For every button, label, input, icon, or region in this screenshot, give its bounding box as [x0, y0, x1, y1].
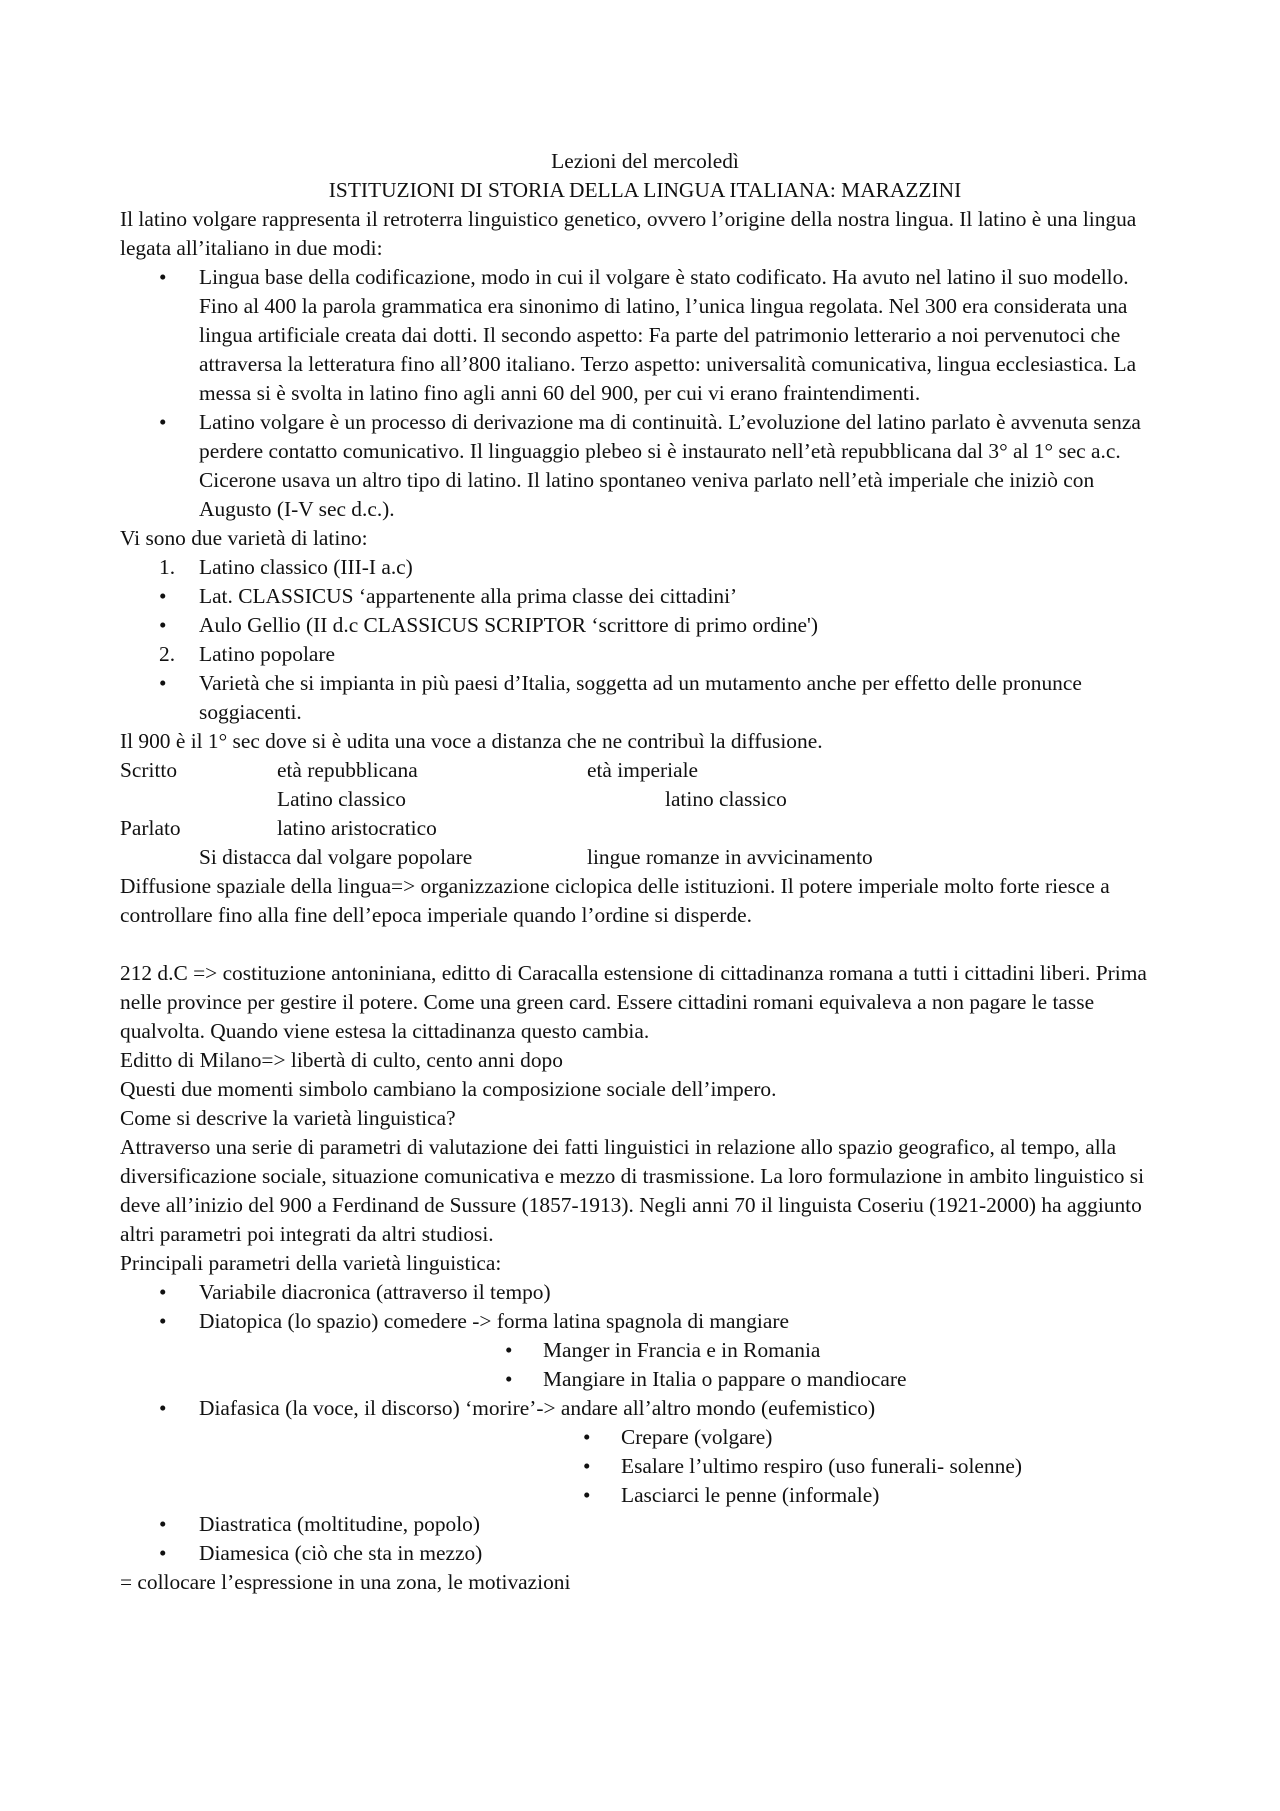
- list-item-text: Latino classico (III-I a.c): [199, 555, 413, 579]
- list-item: [120, 640, 1170, 669]
- list-item-text: Esalare l’ultimo respiro (uso funerali- solenne): [621, 1454, 1022, 1478]
- list-item-text: Lat. CLASSICUS ‘appartenente alla prima classe dei cittadini’: [199, 584, 738, 608]
- list-item: [120, 1394, 1170, 1423]
- list-item-text: Diatopica (lo spazio) comedere -> forma latina spagnola di mangiare: [199, 1309, 789, 1333]
- bullet-icon: •: [505, 1367, 513, 1391]
- bullet-icon: •: [159, 1280, 167, 1304]
- course-title: ISTITUZIONI DI STORIA DELLA LINGUA ITALIANA: MARAZZINI: [328, 178, 962, 202]
- bullet-icon: •: [159, 671, 167, 695]
- blank-line: [120, 930, 1170, 959]
- list-item-text: Lasciarci le penne (informale): [621, 1483, 880, 1507]
- bullet-icon: •: [159, 613, 167, 637]
- bullet-icon: •: [159, 584, 167, 608]
- list-item-text: Variabile diacronica (attraverso il tempo): [199, 1280, 551, 1304]
- list-item: [120, 263, 1170, 408]
- table-cell: Parlato: [120, 816, 181, 840]
- list-item-text: Latino volgare è un processo di derivazione ma di continuità. L’evoluzione del latino parlato è avvenuta senza perdere contatto comunicativo. Il linguaggio plebeo si è instaurato nell’età repubblicana dal 3° al 1° sec a.c. Cicerone usava un altro tipo di latino. Il latino spontaneo veniva parlato nell’età imperiale che iniziò con Augusto (I-V sec d.c.).: [199, 410, 1141, 521]
- table-cell: Scritto: [120, 758, 178, 782]
- bullet-icon: •: [159, 1396, 167, 1420]
- list-item: [120, 1307, 1170, 1336]
- table-row: [120, 785, 1170, 814]
- list-item: [120, 582, 1170, 611]
- constitution-paragraph: 212 d.C => costituzione antoniniana, editto di Caracalla estensione di cittadinanza romana a tutti i cittadini liberi. Prima nelle province per gestire il potere. Come una green card. Essere cittadini romani equivaleva a non pagare le tasse qualvolta. Quando viene estesa la cittadinanza questo cambia.: [120, 961, 1147, 1043]
- list-item: [120, 553, 1170, 582]
- table-cell: età imperiale: [587, 758, 699, 782]
- bullet-icon: •: [583, 1454, 591, 1478]
- list-item-text: Diafasica (la voce, il discorso) ‘morire’-> andare all’altro mondo (eufemistico): [199, 1396, 876, 1420]
- latin-table: [120, 756, 1170, 872]
- list-item: [120, 1423, 1170, 1452]
- bullet-icon: •: [159, 1512, 167, 1536]
- table-row: [120, 756, 1170, 785]
- list-item-text: Diamesica (ciò che sta in mezzo): [199, 1541, 483, 1565]
- bullet-icon: •: [159, 1309, 167, 1333]
- list-item-text: Varietà che si impianta in più paesi d’Italia, soggetta ad un mutamento anche per effetto delle pronunce soggiacenti.: [199, 671, 1082, 724]
- varieties-intro: Vi sono due varietà di latino:: [120, 526, 368, 550]
- page-title: Lezioni del mercoledì: [551, 149, 739, 173]
- bullet-icon: •: [583, 1483, 591, 1507]
- table-cell: lingue romanze in avvicinamento: [587, 845, 873, 869]
- bullet-icon: •: [159, 265, 167, 289]
- list-item-text: Latino popolare: [199, 642, 336, 666]
- conclusion-line: = collocare l’espressione in una zona, le motivazioni: [120, 1570, 571, 1594]
- milano-line: Editto di Milano=> libertà di culto, cento anni dopo: [120, 1048, 563, 1072]
- list-item-text: Crepare (volgare): [621, 1425, 773, 1449]
- list-item: [120, 1278, 1170, 1307]
- list-item: [120, 1336, 1170, 1365]
- moments-line: Questi due momenti simbolo cambiano la composizione sociale dell’impero.: [120, 1077, 777, 1101]
- list-item-text: Mangiare in Italia o pappare o mandiocare: [543, 1367, 907, 1391]
- list-item-text: Diastratica (moltitudine, popolo): [199, 1512, 480, 1536]
- answer-paragraph: Attraverso una serie di parametri di valutazione dei fatti linguistici in relazione allo spazio geografico, al tempo, alla diversificazione sociale, situazione comunicativa e mezzo di trasmissione. La loro formulazione in ambito linguistico si deve all’inizio del 900 a Ferdinand de Sussure (1857-1913). Negli anni 70 il linguista Coseriu (1921-2000) ha aggiunto altri parametri poi integrati da altri studiosi.: [120, 1135, 1145, 1246]
- table-cell: età repubblicana: [277, 758, 418, 782]
- intro-paragraph: Il latino volgare rappresenta il retroterra linguistico genetico, ovvero l’origine della nostra lingua. Il latino è una lingua legata all’italiano in due modi:: [120, 207, 1137, 260]
- bullet-icon: •: [505, 1338, 513, 1362]
- list-item: [120, 669, 1170, 727]
- bullet-icon: •: [159, 410, 167, 434]
- voice-line: Il 900 è il 1° sec dove si è udita una voce a distanza che ne contribuì la diffusione.: [120, 729, 823, 753]
- list-item: [120, 611, 1170, 640]
- bullet-icon: •: [583, 1425, 591, 1449]
- table-cell: Si distacca dal volgare popolare: [199, 845, 473, 869]
- diffusion-paragraph: Diffusione spaziale della lingua=> organizzazione ciclopica delle istituzioni. Il potere imperiale molto forte riesce a controllare fino alla fine dell’epoca imperiale quando l’ordine si disperde.: [120, 874, 1110, 927]
- table-cell: Latino classico: [277, 787, 406, 811]
- list-item-text: Lingua base della codificazione, modo in cui il volgare è stato codificato. Ha avuto nel latino il suo modello. Fino al 400 la parola grammatica era sinonimo di latino, l’unica lingua regolata. Nel 300 era considerata una lingua artificiale creata dai dotti. Il secondo aspetto: Fa parte del patrimonio letterario a noi pervenutoci che attraversa la letteratura fino all’800 italiano. Terzo aspetto: universalità comunicativa, lingua ecclesiastica. La messa si è svolta in latino fino agli anni 60 del 900, per cui vi erano fraintendimenti.: [199, 265, 1137, 405]
- list-item-text: Aulo Gellio (II d.c CLASSICUS SCRIPTOR ‘scrittore di primo ordine'): [199, 613, 819, 637]
- list-item-text: Manger in Francia e in Romania: [543, 1338, 821, 1362]
- list-marker: 2.: [159, 642, 176, 666]
- question-line: Come si descrive la varietà linguistica?: [120, 1106, 456, 1130]
- list-item: [120, 1365, 1170, 1394]
- bullet-icon: •: [159, 1541, 167, 1565]
- list-item: [120, 1452, 1170, 1481]
- table-row: [120, 843, 1170, 872]
- list-item: [120, 1539, 1170, 1568]
- table-cell: latino classico: [665, 787, 787, 811]
- list-marker: 1.: [159, 555, 176, 579]
- table-cell: latino aristocratico: [277, 816, 437, 840]
- list-item: [120, 1481, 1170, 1510]
- list-item: [120, 1510, 1170, 1539]
- table-row: [120, 814, 1170, 843]
- document-body: [120, 147, 1170, 1597]
- params-intro: Principali parametri della varietà linguistica:: [120, 1251, 502, 1275]
- list-item: [120, 408, 1170, 524]
